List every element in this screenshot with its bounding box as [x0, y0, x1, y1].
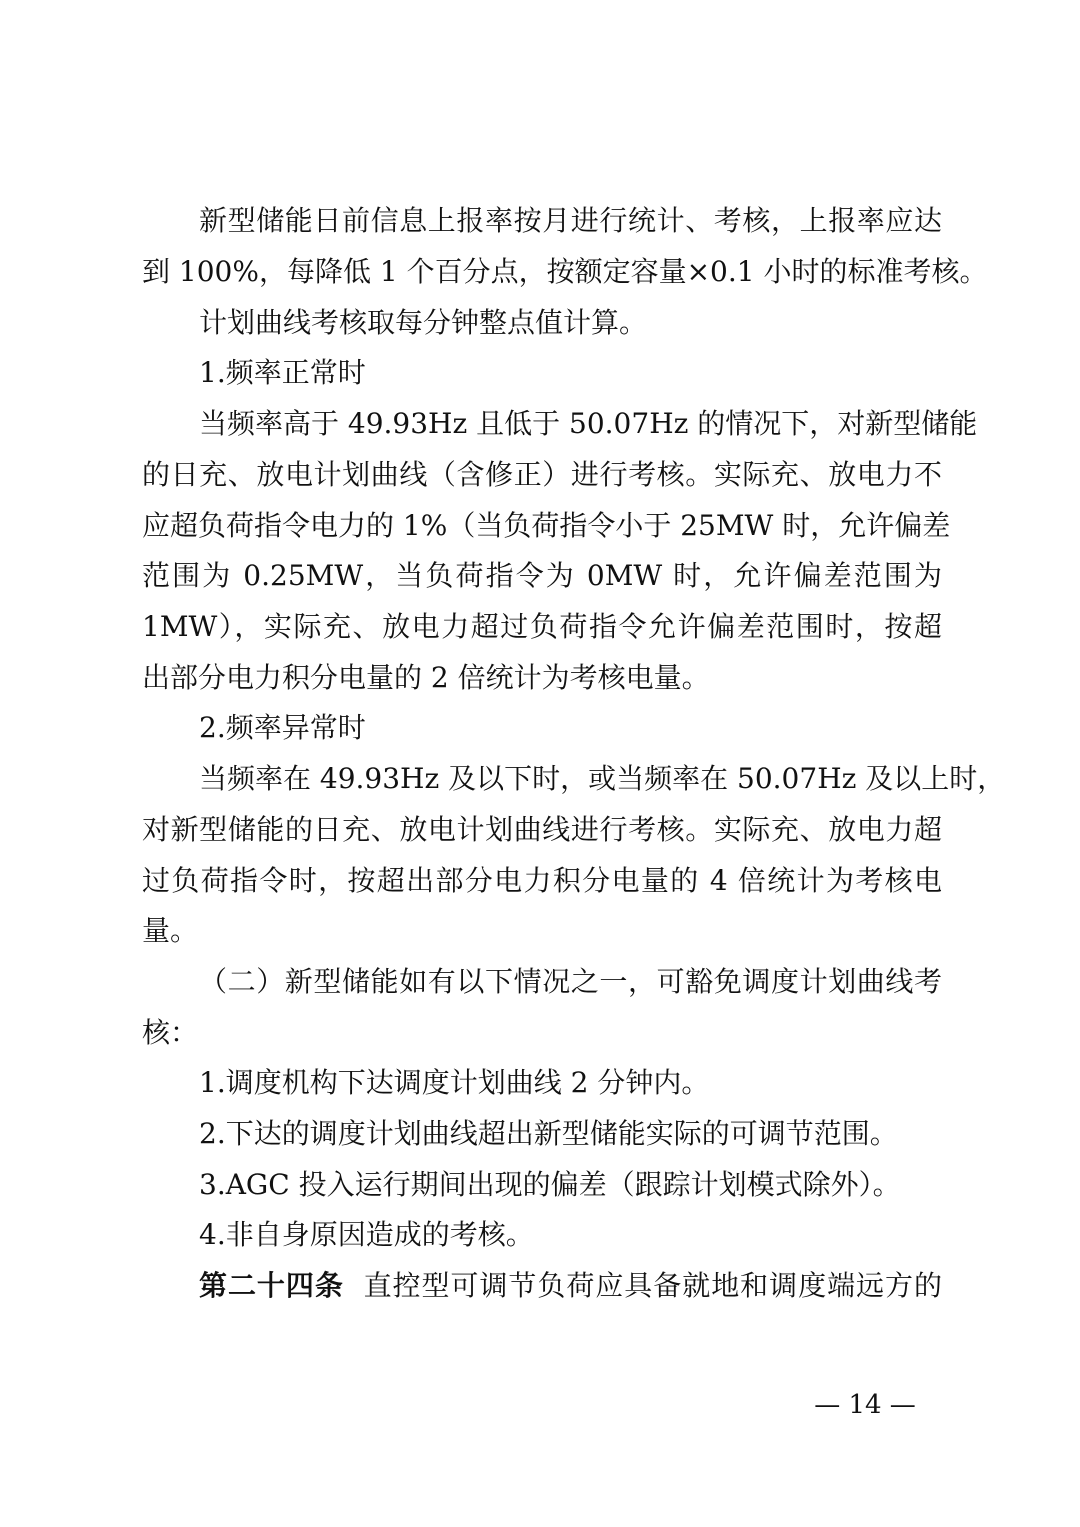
paragraph-line: 计划曲线考核取每分钟整点值计算。	[199, 306, 648, 339]
article-line	[142, 1266, 942, 1306]
paragraph-line: 对新型储能的日充、放电计划曲线进行考核。实际充、放电力超	[142, 813, 942, 846]
paragraph-line: 应超负荷指令电力的 1%（当负荷指令小于 25MW 时，允许偏差	[142, 509, 951, 542]
list-item: 4.非自身原因造成的考核。	[199, 1218, 534, 1251]
paragraph-line: 的日充、放电计划曲线（含修正）进行考核。实际充、放电力不	[142, 458, 942, 491]
paragraph-line: 过负荷指令时，按超出部分电力积分电量的 4 倍统计为考核电	[142, 864, 942, 897]
article-heading: 第二十四条	[199, 1269, 344, 1302]
paragraph-line: 当频率高于 49.93Hz 且低于 50.07Hz 的情况下，对新型储能	[199, 407, 978, 440]
list-item: 3.AGC 投入运行期间出现的偏差（跟踪计划模式除外）。	[199, 1168, 901, 1201]
paragraph-line: 量。	[142, 914, 199, 947]
paragraph-line: 当频率在 49.93Hz 及以下时，或当频率在 50.07Hz 及以上时，	[199, 762, 1006, 795]
section-heading: 2.频率异常时	[199, 711, 366, 744]
paragraph-line: 1MW），实际充、放电力超过负荷指令允许偏差范围时，按超	[142, 610, 942, 643]
page-number: — 14 —	[814, 1390, 916, 1420]
paragraph-line: 到 100%，每降低 1 个百分点，按额定容量×0.1 小时的标准考核。	[142, 255, 988, 288]
list-item: 2.下达的调度计划曲线超出新型储能实际的可调节范围。	[199, 1117, 898, 1150]
article-text: 直控型可调节负荷应具备就地和调度端远方的	[363, 1269, 942, 1302]
paragraph-line: 出部分电力积分电量的 2 倍统计为考核电量。	[142, 661, 710, 694]
paragraph-line: 核：	[142, 1016, 199, 1049]
paragraph-line: （二）新型储能如有以下情况之一，可豁免调度计划曲线考	[199, 965, 942, 998]
paragraph-line: 新型储能日前信息上报率按月进行统计、考核，上报率应达	[199, 204, 942, 237]
paragraph-line: 范围为 0.25MW，当负荷指令为 0MW 时，允许偏差范围为	[142, 559, 942, 592]
section-heading: 1.频率正常时	[199, 356, 366, 389]
list-item: 1.调度机构下达调度计划曲线 2 分钟内。	[199, 1066, 710, 1099]
